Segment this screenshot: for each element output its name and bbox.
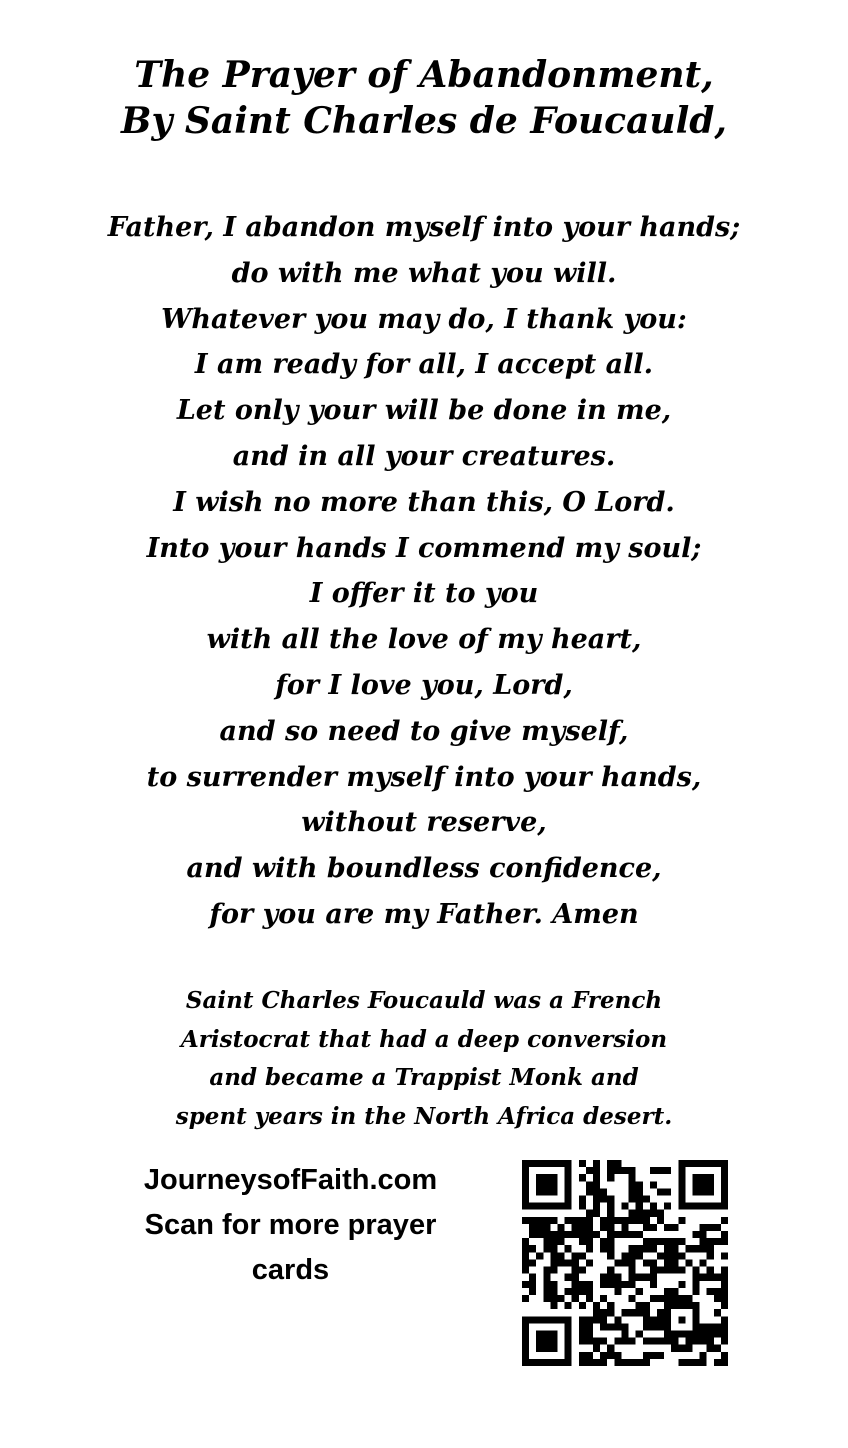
scan-instruction-line-2: cards [251,1254,330,1286]
prayer-line: Let only your will be done in me, [176,395,672,427]
website-name: JourneysofFaith.com [143,1164,438,1196]
footer-text [108,1158,473,1293]
saint-biography [0,982,848,1136]
bio-line: Aristocrat that had a deep conversion [180,1025,668,1053]
prayer-line: with all the love of my heart, [206,624,642,656]
bio-line: spent years in the North Africa desert. [175,1102,673,1130]
bio-line: and became a Trappist Monk and [209,1064,639,1091]
title-line-2: By Saint Charles de Foucauld, [121,100,727,142]
prayer-line: Into your hands I commend my soul; [146,532,702,564]
title-line-1: The Prayer of Abandonment, [134,54,714,96]
prayer-line: Whatever you may do, I thank you: [161,303,687,335]
prayer-line: without reserve, [301,807,547,839]
prayer-line: I offer it to you [309,578,539,610]
prayer-line: to surrender myself into your hands, [146,761,702,793]
bio-line: Saint Charles Foucauld was a French [185,987,663,1014]
prayer-line: do with me what you will. [231,257,617,289]
prayer-line: and in all your creatures. [232,440,616,472]
prayer-line: Father, I abandon myself into your hands; [107,212,741,243]
prayer-line: and so need to give myself, [219,715,629,747]
prayer-line: I am ready for all, I accept all. [194,349,654,381]
prayer-line: and with boundless confidence, [186,853,662,885]
prayer-text [0,205,848,938]
card-title [0,52,848,144]
scan-instruction-line-1: Scan for more prayer [144,1209,437,1241]
prayer-line: for you are my Father. Amen [209,898,639,930]
qr-code-graphic [522,1160,728,1366]
prayer-line: for I love you, Lord, [275,669,573,701]
qr-code-icon[interactable] [522,1160,728,1366]
prayer-line: I wish no more than this, O Lord. [173,486,675,518]
